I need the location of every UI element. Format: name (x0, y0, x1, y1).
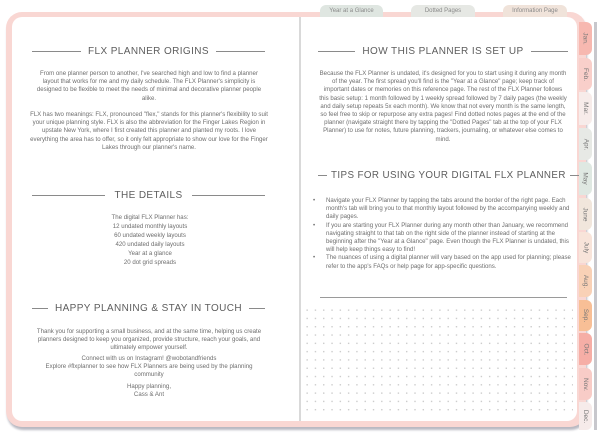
tab-dotted-pages[interactable]: Dotted Pages (411, 5, 475, 18)
tab-month-aug[interactable] (579, 265, 592, 297)
tab-label: Nov. (581, 377, 589, 391)
section-heading-happy-planning (32, 303, 265, 314)
tab-label: Oct. (581, 343, 589, 355)
tab-month-feb[interactable] (579, 58, 592, 90)
details-line: 420 undated daily layouts (115, 241, 185, 248)
heading-rule (318, 175, 327, 176)
heading-rule (318, 51, 355, 52)
tab-label: Aug. (582, 274, 589, 288)
signoff-text: Happy planning, (126, 382, 172, 390)
tab-edge-shadow (594, 22, 597, 430)
section-heading-origins (32, 46, 265, 57)
heading-rule (192, 195, 265, 196)
origins-paragraph-1: From one planner person to another, I've searched high and low to find a planner layout that works for me and my daily schedule. The FLX Planner's simplicity is designed to be flexible to meet the needs of minimal and decorative planner people alike. (36, 70, 262, 102)
hashtag-text: Explore #flxplanner to see how FLX Planners are being used by the planning community (45, 363, 253, 379)
tab-month-july[interactable] (579, 232, 592, 263)
tab-label: Feb. (582, 67, 590, 81)
setup-paragraph: Because the FLX Planner is undated, it's designed for you to start using it during any month of the year. The first spread you'll find is the "Year at a Glance" page; keep track of important dates or memories on this reference page. The rest of the FLX Planner follows this basic setup: 1 month followed by 1 weekly spread followed by 7 daily pages (the weekly and daily setup repeats 5x each month). We know that not every month is the same length, so feel free to skip or repurpose any extra pages! Find dotted notes pages at the end of the planner (navigate straight there by tapping the "Dotted Pages" tab at the top of your FLX Planner) to use for notes, future planning, trackers, journaling, or whatever else comes to mind. (319, 70, 567, 143)
tab-label: May (582, 172, 589, 185)
tab-month-nov[interactable] (579, 368, 592, 400)
origins-paragraph-2: FLX has two meanings: FLX, pronounced "flex," stands for this planner's flexibility to suit your unique planning style. FLX is also the abbreviation for the Finger Lakes Region in upstate New York, where I first created this planner and planted my roots. I love everything the area has to offer, so it only felt appropriate to show our love for the Finger Lakes through our planner's name. (30, 111, 268, 151)
tab-label: July (582, 241, 589, 254)
tab-label: Mar. (582, 102, 589, 115)
tab-label: Dec. (582, 409, 589, 423)
dot-grid-notes-area[interactable] (303, 306, 573, 416)
happy-connect-block (40, 355, 258, 399)
details-line: 60 undated weekly layouts (114, 232, 186, 239)
tip-item: • Navigate your FLX Planner by tapping the tabs around the border of the right page. Each month's tab will bring you to that monthly layout followed by the accompanying weekly and daily pages. (311, 197, 571, 222)
heading-rule (216, 51, 265, 52)
tab-label: Jan. (581, 32, 589, 45)
tab-month-mar[interactable] (579, 92, 592, 125)
section-divider (320, 297, 567, 298)
instagram-text: Connect with us on Instagram! @wobotandfriends (81, 355, 217, 362)
heading-rule (32, 51, 81, 52)
tab-month-sep[interactable] (579, 300, 592, 331)
heading-rule (32, 195, 105, 196)
tab-label: Apr. (582, 138, 589, 150)
details-list (60, 213, 240, 267)
heading-rule (570, 175, 579, 176)
heading-text: THE DETAILS (114, 190, 183, 201)
tip-item: • The nuances of using a digital planner will vary based on the app used for planning; please refer to the app's FAQs or help page for app-specific questions. (311, 254, 571, 270)
tab-label: Sep. (582, 308, 589, 323)
section-heading-details (32, 190, 265, 201)
signature-names: Cass & Ant (133, 390, 165, 398)
tab-label: June (582, 206, 590, 222)
details-line: 20 dot grid spreads (123, 259, 177, 266)
tab-information-page[interactable]: Information Page (503, 5, 567, 18)
tab-month-oct[interactable] (579, 333, 592, 365)
section-heading-tips (318, 170, 568, 181)
heading-text: TIPS FOR USING YOUR DIGITAL FLX PLANNER (331, 170, 566, 181)
tab-month-jan[interactable] (579, 22, 592, 55)
details-line: 12 undated monthly layouts (112, 223, 188, 230)
tab-month-dec[interactable] (579, 402, 592, 430)
tab-year-at-a-glance[interactable]: Year at a Glance (320, 5, 383, 18)
tab-month-june[interactable] (579, 198, 592, 230)
tab-month-apr[interactable] (579, 128, 592, 160)
happy-paragraph: Thank you for supporting a small business, and at the same time, helping us create planners designed to keep you organized, provide structure, reach your goals, and ultimately empower yourself. (36, 328, 262, 352)
heading-text: HAPPY PLANNING & STAY IN TOUCH (54, 303, 243, 314)
tips-list (311, 197, 571, 271)
details-line: Year at a glance (128, 250, 172, 257)
details-line: The digital FLX Planner has: (111, 214, 189, 221)
tab-month-may[interactable] (579, 162, 592, 195)
tip-item: • If you are starting your FLX Planner during any month other than January, we recommend navigating straight to that tab on the right side of the planner instead of starting at the beginning after the "Year at a Glance" page. Even though the FLX Planner is undated, this will help keep things easy to find! (311, 222, 571, 255)
heading-rule (531, 51, 568, 52)
section-heading-setup (318, 46, 568, 57)
page-spine-divider (299, 17, 301, 421)
heading-text: HOW THIS PLANNER IS SET UP (362, 46, 524, 57)
heading-rule (32, 308, 48, 309)
heading-rule (249, 308, 265, 309)
heading-text: FLX PLANNER ORIGINS (88, 46, 209, 57)
